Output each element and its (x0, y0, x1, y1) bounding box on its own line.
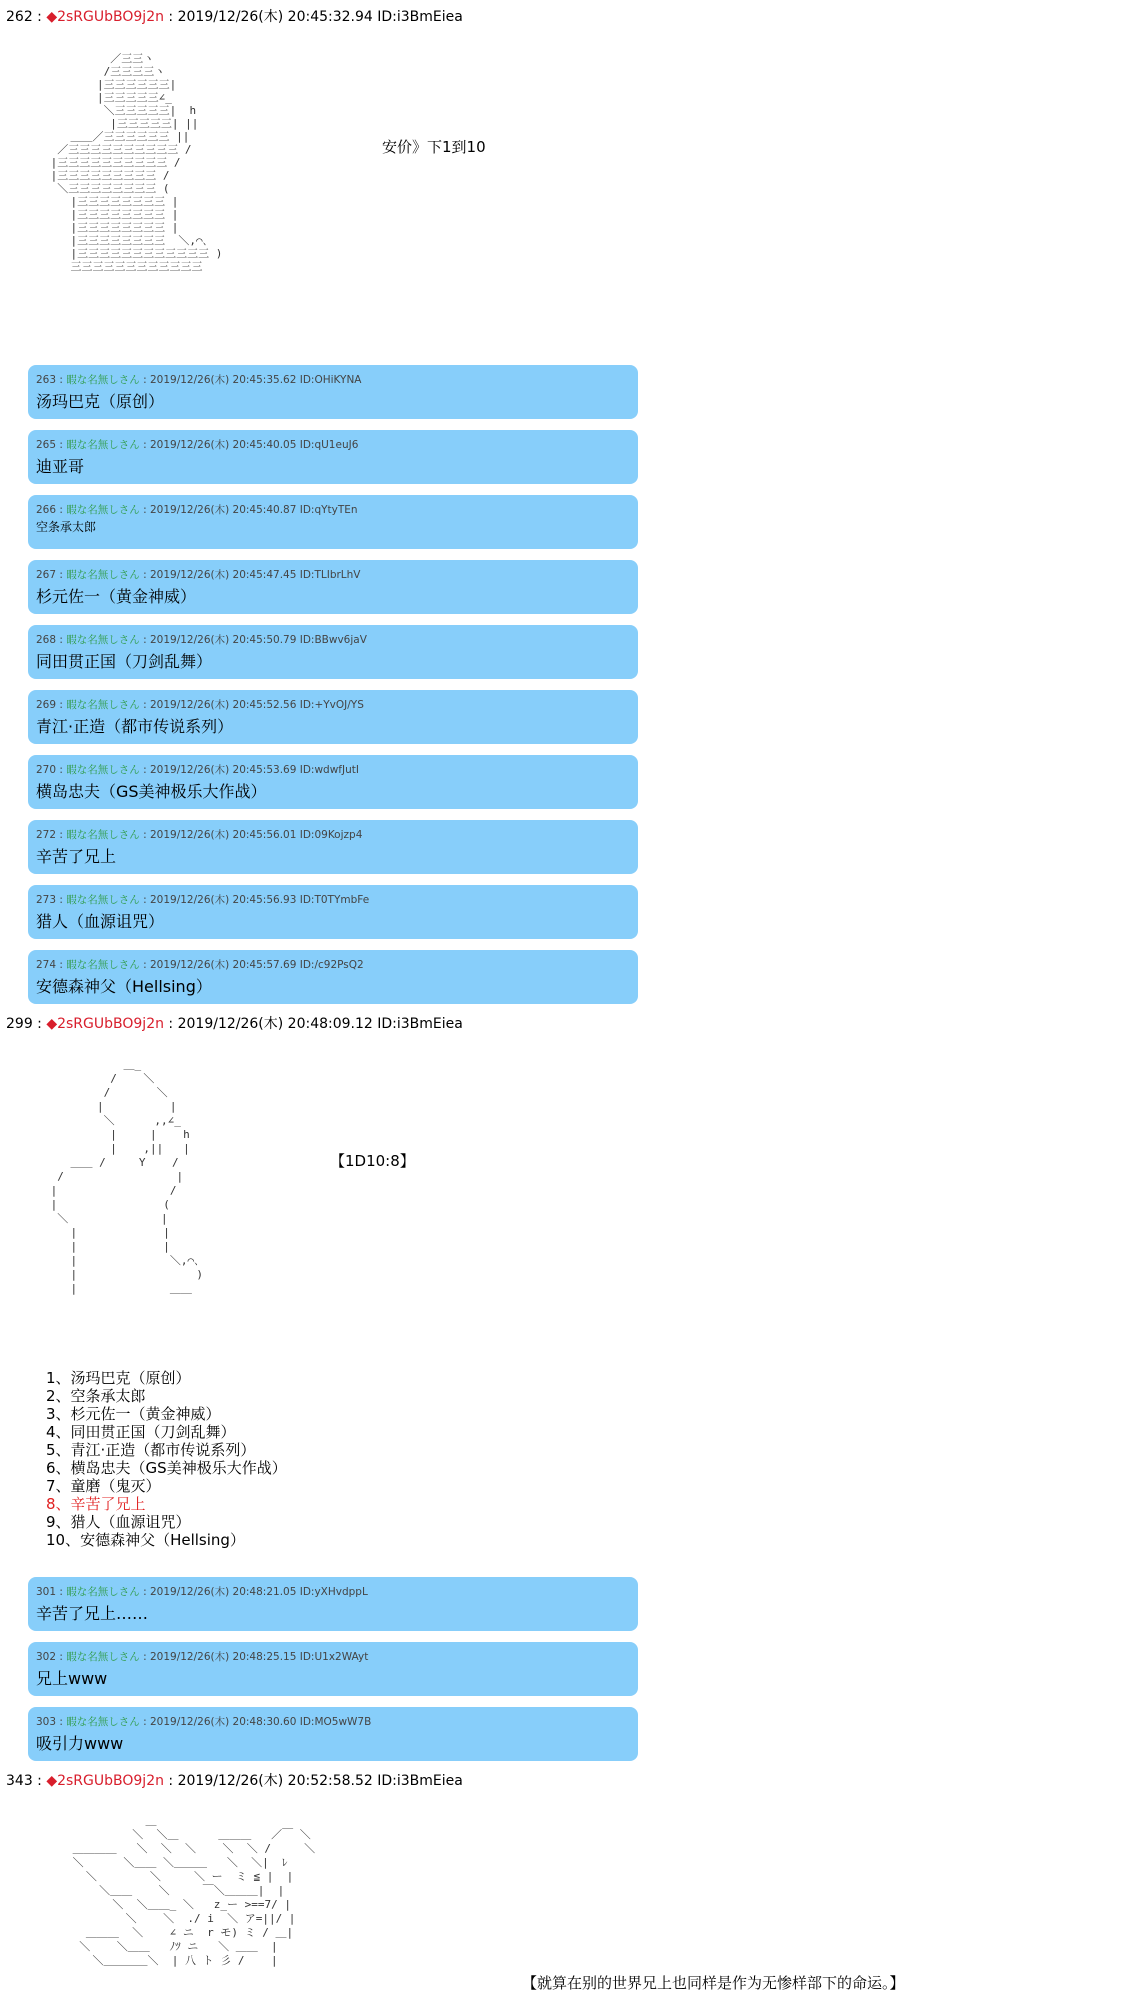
post-text-343: 【就算在别的世界兄上也同样是作为无惨样部下的命运。】 (522, 1974, 905, 1992)
reply-bubble (28, 690, 638, 744)
reply-id: ID:+YvOJ/YS (299, 699, 364, 711)
reply-date: 2019/12/26(木) 20:45:40.87 (149, 504, 297, 516)
reply-body: 横岛忠夫（GS美神极乐大作战） (36, 782, 267, 801)
reply-meta: 270 : 暇な名無しさん : 2019/12/26(木) 20:45:53.69 ID:wdwfJutI (36, 764, 359, 776)
reply-meta: 265 : 暇な名無しさん : 2019/12/26(木) 20:45:40.05 ID:qU1euJ6 (36, 439, 359, 451)
reply-id: ID:qU1euJ6 (299, 439, 359, 451)
reply-date: 2019/12/26(木) 20:45:47.45 (149, 569, 297, 581)
reply-number[interactable]: 268 (36, 634, 57, 646)
reply-meta: 303 : 暇な名無しさん : 2019/12/26(木) 20:48:30.60 ID:MO5wW7B (36, 1716, 372, 1728)
reply-id: ID:OHiKYNA (299, 374, 362, 386)
reply-name: 暇な名無しさん (66, 1586, 140, 1598)
post-text-299: 【1D10:8】 (330, 1152, 415, 1170)
reply-name: 暇な名無しさん (66, 504, 140, 516)
reply-date: 2019/12/26(木) 20:45:56.93 (149, 894, 297, 906)
reply-bubble (28, 560, 638, 614)
reply-meta: 267 : 暇な名無しさん : 2019/12/26(木) 20:45:47.45 ID:TLIbrLhV (36, 569, 361, 581)
reply-number[interactable]: 266 (36, 504, 57, 516)
reply-number[interactable]: 274 (36, 959, 57, 971)
reply-bubble (28, 365, 638, 419)
reply-name: 暇な名無しさん (66, 634, 140, 646)
reply-bubble (28, 885, 638, 939)
candidate-list (46, 1369, 287, 1549)
list-item: 7、童磨（鬼灭） (46, 1477, 161, 1495)
reply-bubble (28, 1642, 638, 1696)
reply-id: ID:qYtyTEn (299, 504, 358, 516)
ascii-art-figure-2: ＿_ / ＼ / ＼ | | ＼ ,,∠_ | | h | ,|| | ＿＿ / Y / / | | / | ( ＼ | | | | | | ＼,⌒､ | ) | ＿＿ (50, 1058, 203, 1295)
list-item: 9、猎人（血源诅咒） (46, 1513, 191, 1531)
reply-meta: 266 : 暇な名無しさん : 2019/12/26(木) 20:45:40.87 ID:qYtyTEn (36, 504, 358, 516)
list-item-selected: 8、辛苦了兄上 (46, 1495, 146, 1513)
reply-name: 暇な名無しさん (66, 829, 140, 841)
reply-number[interactable]: 273 (36, 894, 57, 906)
reply-name: 暇な名無しさん (66, 1651, 140, 1663)
reply-name: 暇な名無しさん (66, 894, 140, 906)
reply-bubble (28, 1707, 638, 1761)
reply-name: 暇な名無しさん (66, 439, 140, 451)
post-header-262 (6, 6, 463, 26)
reply-body: 辛苦了兄上 (36, 847, 117, 866)
reply-meta: 301 : 暇な名無しさん : 2019/12/26(木) 20:48:21.05 ID:yXHvdppL (36, 1586, 368, 1598)
reply-name: 暇な名無しさん (66, 374, 140, 386)
reply-number[interactable]: 301 (36, 1586, 57, 1598)
reply-meta: 268 : 暇な名無しさん : 2019/12/26(木) 20:45:50.79 ID:BBwv6jaV (36, 634, 367, 646)
reply-meta: 274 : 暇な名無しさん : 2019/12/26(木) 20:45:57.69 ID:/c92PsQ2 (36, 959, 364, 971)
reply-body: 同田贯正国（刀剑乱舞） (36, 652, 213, 671)
reply-body: 汤玛巴克（原创） (36, 392, 165, 411)
reply-date: 2019/12/26(木) 20:48:30.60 (149, 1716, 297, 1728)
list-item: 2、空条承太郎 (46, 1387, 146, 1405)
reply-id: ID:BBwv6jaV (299, 634, 367, 646)
trip-code[interactable]: ◆2sRGUbBO9j2n (46, 1016, 164, 1032)
reply-date: 2019/12/26(木) 20:45:56.01 (149, 829, 297, 841)
trip-code[interactable]: ◆2sRGUbBO9j2n (46, 1773, 164, 1789)
reply-number[interactable]: 269 (36, 699, 57, 711)
list-item: 6、横岛忠夫（GS美神极乐大作战） (46, 1459, 287, 1477)
reply-body: 空条承太郎 (36, 520, 97, 534)
reply-date: 2019/12/26(木) 20:45:40.05 (149, 439, 297, 451)
reply-id: ID:/c92PsQ2 (299, 959, 364, 971)
reply-name: 暇な名無しさん (66, 1716, 140, 1728)
reply-body: 猎人（血源诅咒） (36, 912, 165, 931)
reply-id: ID:U1x2WAyt (299, 1651, 369, 1663)
reply-date: 2019/12/26(木) 20:45:50.79 (149, 634, 297, 646)
post-meta: : 2019/12/26(木) 20:52:58.52 ID:i3BmEiea (163, 1773, 463, 1789)
reply-bubble (28, 625, 638, 679)
post-number: 343 : (6, 1773, 47, 1789)
reply-bubble (28, 820, 638, 874)
reply-bubble (28, 950, 638, 1004)
reply-name: 暇な名無しさん (66, 569, 140, 581)
reply-body: 迪亚哥 (36, 457, 85, 476)
reply-body: 兄上www (36, 1669, 108, 1688)
reply-name: 暇な名無しさん (66, 764, 140, 776)
reply-id: ID:wdwfJutI (299, 764, 359, 776)
post-text-262: 安价》下1到10 (382, 138, 486, 156)
reply-number[interactable]: 263 (36, 374, 57, 386)
reply-id: ID:TLIbrLhV (299, 569, 361, 581)
reply-body: 吸引力www (36, 1734, 124, 1753)
reply-number[interactable]: 302 (36, 1651, 57, 1663)
reply-meta: 273 : 暇な名無しさん : 2019/12/26(木) 20:45:56.93 ID:T0TYmbFe (36, 894, 370, 906)
reply-date: 2019/12/26(木) 20:45:53.69 (149, 764, 297, 776)
reply-id: ID:yXHvdppL (299, 1586, 368, 1598)
reply-body: 青江·正造（都市传说系列） (36, 717, 234, 736)
reply-date: 2019/12/26(木) 20:48:21.05 (149, 1586, 297, 1598)
reply-name: 暇な名無しさん (66, 959, 140, 971)
reply-number[interactable]: 303 (36, 1716, 57, 1728)
post-meta: : 2019/12/26(木) 20:45:32.94 ID:i3BmEiea (163, 9, 463, 25)
reply-id: ID:T0TYmbFe (299, 894, 370, 906)
reply-bubble (28, 755, 638, 809)
reply-number[interactable]: 270 (36, 764, 57, 776)
reply-date: 2019/12/26(木) 20:48:25.15 (149, 1651, 297, 1663)
reply-bubble (28, 430, 638, 484)
reply-bubble (28, 495, 638, 549)
list-item: 4、同田贯正国（刀剑乱舞） (46, 1423, 236, 1441)
reply-meta: 269 : 暇な名無しさん : 2019/12/26(木) 20:45:52.56 ID:+YvOJ/YS (36, 699, 364, 711)
reply-number[interactable]: 272 (36, 829, 57, 841)
reply-date: 2019/12/26(木) 20:45:35.62 (149, 374, 297, 386)
trip-code[interactable]: ◆2sRGUbBO9j2n (46, 9, 164, 25)
reply-meta: 272 : 暇な名無しさん : 2019/12/26(木) 20:45:56.01 ID:09Kojzp4 (36, 829, 363, 841)
list-item: 3、杉元佐一（黄金神威） (46, 1405, 221, 1423)
ascii-art-figure-1: ／三三ヽ /三三三三ヽ |三三三三三三| |三三三三三∠_ ＼三三三三三| h |三三三三三| || ＿＿／三三三三三三 || ／三三三三三三三三三三 / |三三三三三三三三三三 / |三三三三三三三三三 / ＼三三三三三三三三 ( |三三三三三三三三 | |三三三三三三三三 | |三三三三三三三三 | |三三三三三三三三 ＼,⌒､ |三三三三三三三三三三三三 ) 三三三三三三三三三三三三 (50, 52, 223, 273)
reply-body: 辛苦了兄上…… (36, 1604, 149, 1623)
reply-id: ID:MO5wW7B (299, 1716, 372, 1728)
reply-body: 杉元佐一（黄金神威） (36, 587, 197, 606)
reply-id: ID:09Kojzp4 (299, 829, 363, 841)
ascii-art-figure-3: ＿ ＼ ＼＿ ＿＿＿ ／￣ ＼ ＿＿＿＿ ＼ ＼ ＼ ＼ ＼ / ＼ ＼ ＼＿＿ ＼＿＿＿ ＼ ＼| ﾚ ＼ ＼ ＼ ー ミ ≦ | | ＼＿＿ ＼ ￣＼＿＿＿| | ＼ ＼＿＿_ ＼ z_ー >==7/ | ＼ ＼ ./ i ＼ ア=||/ | ＿＿＿ ＼ ∠ ニ r モ) ミ / ＿| ＼ ＼＿＿ ﾉﾂ ニ ＼ ＿＿ | ＼＿＿＿＿＼ | 八 ト 彡 / | (72, 1814, 316, 1967)
reply-meta: 302 : 暇な名無しさん : 2019/12/26(木) 20:48:25.15 ID:U1x2WAyt (36, 1651, 369, 1663)
post-header-343 (6, 1770, 463, 1790)
list-item: 5、青江·正造（都市传说系列） (46, 1441, 256, 1459)
reply-date: 2019/12/26(木) 20:45:57.69 (149, 959, 297, 971)
post-number: 299 : (6, 1016, 47, 1032)
post-header-299 (6, 1013, 463, 1033)
reply-name: 暇な名無しさん (66, 699, 140, 711)
reply-date: 2019/12/26(木) 20:45:52.56 (149, 699, 297, 711)
post-number: 262 : (6, 9, 47, 25)
reply-number[interactable]: 265 (36, 439, 57, 451)
reply-body: 安德森神父（Hellsing） (36, 977, 212, 996)
reply-meta: 263 : 暇な名無しさん : 2019/12/26(木) 20:45:35.62 ID:OHiKYNA (36, 374, 362, 386)
post-meta: : 2019/12/26(木) 20:48:09.12 ID:i3BmEiea (163, 1016, 463, 1032)
list-item: 1、汤玛巴克（原创） (46, 1369, 191, 1387)
reply-bubble (28, 1577, 638, 1631)
list-item: 10、安德森神父（Hellsing） (46, 1531, 245, 1549)
reply-number[interactable]: 267 (36, 569, 57, 581)
